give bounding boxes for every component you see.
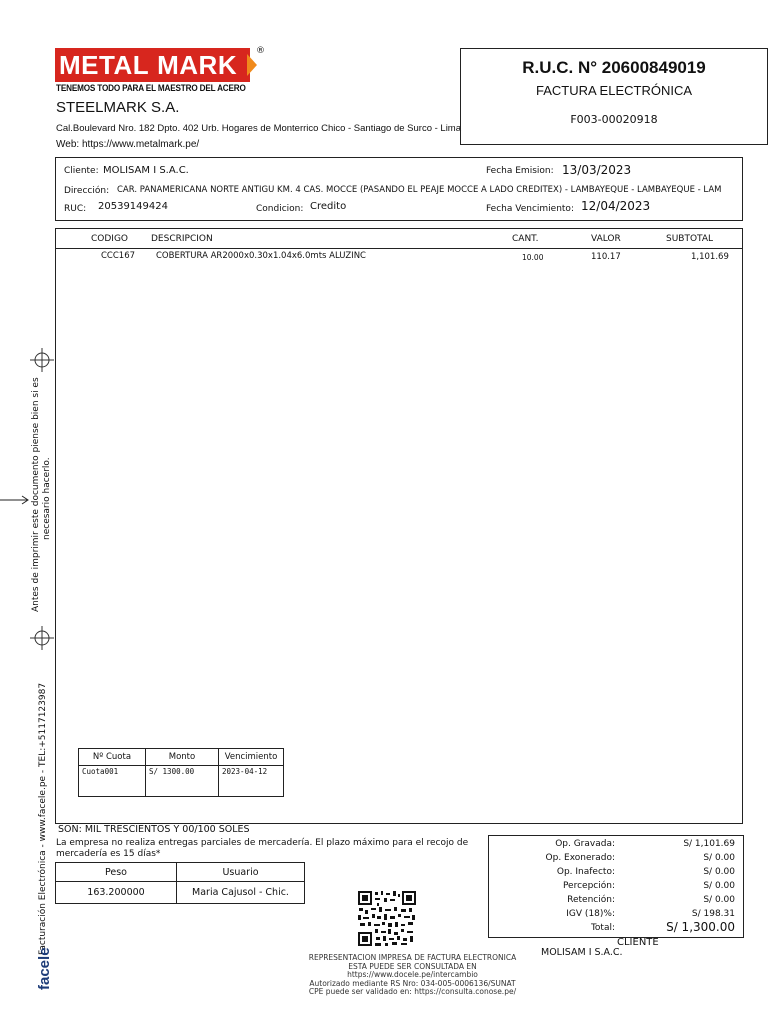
col-subtotal-header: SUBTOTAL (666, 234, 714, 244)
col-descripcion-header: DESCRIPCION (151, 234, 213, 244)
cliente-copy-name: MOLISAM I S.A.C. (541, 947, 623, 958)
footer-line-3: https://www.docele.pe/intercambio (347, 970, 478, 979)
delivery-notice: La empresa no realiza entregas parciales de mercadería. El plazo máximo para el recojo de mercadería es 15 días* (56, 838, 469, 859)
inafecto-label: Op. Inafecto: (556, 867, 615, 877)
cliente-label: Cliente: (64, 166, 99, 176)
doc-number: F003-00020918 (570, 113, 658, 126)
logo-registered: ® (256, 46, 265, 56)
footer-line-1: REPRESENTACION IMPRESA DE FACTURA ELECTRONICA (308, 953, 517, 962)
item-descripcion: COBERTURA AR2000x0.30x1.04x6.0mts ALUZINC (156, 251, 366, 261)
peso-value: 163.200000 (56, 882, 177, 904)
cuota-number: Cuota001 (79, 766, 146, 797)
cuota-monto: S/ 1300.00 (146, 766, 219, 797)
client-box (55, 157, 743, 221)
fecha-venc-value: 12/04/2023 (581, 199, 651, 213)
total-row-exonerado (489, 853, 739, 867)
logo-text-metal: METAL (59, 50, 150, 80)
table-row (79, 766, 284, 797)
cuota-header: Nº Cuota (79, 749, 146, 766)
doc-type: FACTURA ELECTRÓNICA (535, 83, 693, 98)
gravada-label: Op. Gravada: (555, 839, 615, 849)
exonerado-label: Op. Exonerado: (545, 853, 615, 863)
monto-header: Monto (146, 749, 219, 766)
cuotas-table (78, 748, 284, 797)
facele-logo: facele (36, 947, 53, 990)
condicion-value: Credito (310, 201, 347, 212)
fecha-emision-value: 13/03/2023 (562, 163, 632, 177)
footer-line-5: CPE puede ser validado en: https://consulta.conose.pe/ (308, 987, 517, 996)
col-cant-header: CANT. (512, 234, 539, 244)
total-label: Total: (590, 923, 615, 933)
col-codigo-header: CODIGO (91, 234, 129, 244)
registration-mark-icon (30, 626, 54, 650)
items-header-divider (56, 248, 742, 249)
cliente-value: MOLISAM I S.A.C. (103, 165, 189, 176)
col-valor-header: VALOR (591, 234, 621, 244)
company-logo (55, 46, 265, 82)
vencimiento-header: Vencimiento (219, 749, 284, 766)
company-web: Web: https://www.metalmark.pe/ (56, 139, 200, 150)
print-note-line-1: Antes de imprimir este documento piense bien si es (31, 377, 41, 612)
fold-arrow-icon (0, 493, 30, 507)
cliente-copy-label: CLIENTE (617, 937, 659, 948)
peso-header: Peso (56, 863, 177, 882)
company-name: STEELMARK S.A. (56, 99, 180, 116)
percepcion-value: S/ 0.00 (703, 881, 735, 891)
registration-mark-icon (30, 348, 54, 372)
company-address: Cal.Boulevard Nro. 182 Dpto. 402 Urb. Hogares de Monterrico Chico - Santiago de Surco - Lima (56, 123, 462, 134)
item-cant: 10.00 (522, 253, 544, 262)
table-row (56, 251, 742, 265)
footer-line-2: ESTA PUEDE SER CONSULTADA EN (348, 961, 477, 971)
retencion-value: S/ 0.00 (703, 895, 735, 905)
ruc-label: RUC: (64, 204, 87, 214)
tagline: TENEMOS TODO PARA EL MAESTRO DEL ACERO (56, 83, 246, 94)
igv-label: IGV (18)%: (566, 909, 615, 919)
direccion-value: CAR. PANAMERICANA NORTE ANTIGU KM. 4 CAS. MOCCE (PASANDO EL PEAJE MOCCE A LADO CREDITEX) - LAMBAYEQUE - LAMBAYEQUE - LAM (117, 185, 722, 195)
qr-code (357, 890, 417, 947)
inafecto-value: S/ 0.00 (703, 867, 735, 877)
cuota-venc: 2023-04-12 (219, 766, 284, 797)
print-note-line-2: necesario hacerlo. (42, 457, 52, 540)
fecha-emision-label: Fecha Emision: (486, 166, 554, 176)
qr-code-icon (357, 890, 417, 947)
table-row (56, 882, 305, 904)
gravada-value: S/ 1,101.69 (683, 839, 735, 849)
percepcion-label: Percepción: (562, 881, 615, 891)
ruc-number: R.U.C. N° 20600849019 (522, 58, 706, 77)
logo-text-mark: MARK (157, 50, 238, 80)
logo-arrow-icon (247, 54, 257, 76)
items-box (55, 228, 743, 824)
total-row-percepcion (489, 881, 739, 895)
amount-in-words: SON: MIL TRESCIENTOS Y 00/100 SOLES (58, 824, 250, 835)
peso-table (55, 862, 305, 904)
total-row-inafecto (489, 867, 739, 881)
exonerado-value: S/ 0.00 (703, 853, 735, 863)
direccion-label: Dirección: (64, 186, 110, 196)
legal-footer (290, 954, 535, 997)
item-valor: 110.17 (591, 252, 621, 262)
condicion-label: Condicion: (256, 204, 304, 214)
usuario-value: Maria Cajusol - Chic. (177, 882, 305, 904)
usuario-header: Usuario (177, 863, 305, 882)
ruc-value: 20539149424 (98, 201, 168, 212)
fecha-venc-label: Fecha Vencimiento: (486, 204, 574, 214)
total-value: S/ 1,300.00 (666, 920, 735, 934)
retencion-label: Retención: (567, 895, 615, 905)
item-subtotal: 1,101.69 (691, 252, 729, 262)
igv-value: S/ 198.31 (691, 909, 735, 919)
facele-contact-note: Facturación Electrónica - www.facele.pe - TEL:+5117123987 (38, 682, 48, 955)
totals-box (488, 835, 744, 938)
total-row-total (489, 920, 739, 937)
item-codigo: CCC167 (101, 251, 136, 261)
ruc-box (460, 48, 768, 145)
total-row-retencion (489, 895, 739, 909)
total-row-gravada (489, 839, 739, 853)
footer-line-4: Autorizado mediante RS Nro: 034-005-0006136/SUNAT (309, 978, 516, 988)
